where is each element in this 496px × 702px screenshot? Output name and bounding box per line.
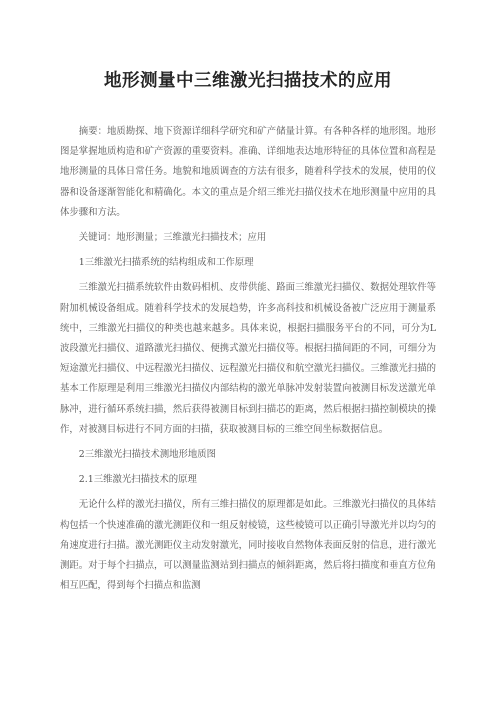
section-1-body: 三维激光扫描系统软件由数码相机、皮带供能、路面三维激光扫描仪、数据处理软件等附加机械设备组成。随着科学技术的发展趋势，许多高科技和机械设备被广泛应用于测量系统中，三维激光扫描仪的种类也越来越多。具体来说，根据扫描服务平台的不同，可分为L波段激光扫描仪、道路激光扫描仪、便携式激光扫描仪等。根据扫描间距的不同，可细分为短途激光扫描仪、中远程激光扫描仪、远程激光扫描仪和航空激光扫描仪。三维激光扫描的基本工作原理是利用三维激光扫描仪内部结构的激光单脉冲发射装置向被测目标发送激光单脉冲，进行循环系统扫描，然后获得被测目标到扫描芯的距离，然后根据扫描控制模块的操作，对被测目标进行不同方面的扫描，获取被测目标的三维空间坐标数据信息。 [60, 282, 436, 435]
abstract-paragraph: 摘要：地质勘探、地下资源详细科学研究和矿产储量计算。有各种各样的地形图。地形图是掌握地质构造和矿产资源的重要资料。准确、详细地表达地形特征的具体位置和高程是地形测量的具体日常任务。地貌和地质调查的方法有很多，随着科学技术的发展，使用的仪器和设备逐渐智能化和精确化。本文的重点是介绍三维光扫描仪技术在地形测量中应用的具体步骤和方法。 [60, 126, 436, 218]
keywords-paragraph: 关键词：地形测量；三维激光扫描技术；应用 [78, 232, 267, 244]
section-2-1-heading: 2.1三维激光扫描技术的原理 [78, 474, 197, 486]
section-1-heading: 1三维激光扫描系统的结构组成和工作原理 [78, 257, 254, 269]
section-2-heading: 2三维激光扫描技术测地形地质图 [78, 449, 217, 461]
section-2-1-body: 无论什么样的激光扫描仪，所有三维扫描仪的原理都是如此。三维激光扫描仪的具体结构包括一个快速准确的激光测距仪和一组反射棱镜，这些棱镜可以正确引导激光并以均匀的角速度进行扫描。激光测距仪主动发射激光，同时接收自然物体表面反射的信息，进行激光测距。对于每个扫描点，可以测量监测站到扫描点的倾斜距离，然后将扫描度和垂直方位角相互匹配，得到每个扫描点和监测 [60, 499, 436, 592]
document-title: 地形测量中三维激光扫描技术的应用 [104, 71, 392, 91]
